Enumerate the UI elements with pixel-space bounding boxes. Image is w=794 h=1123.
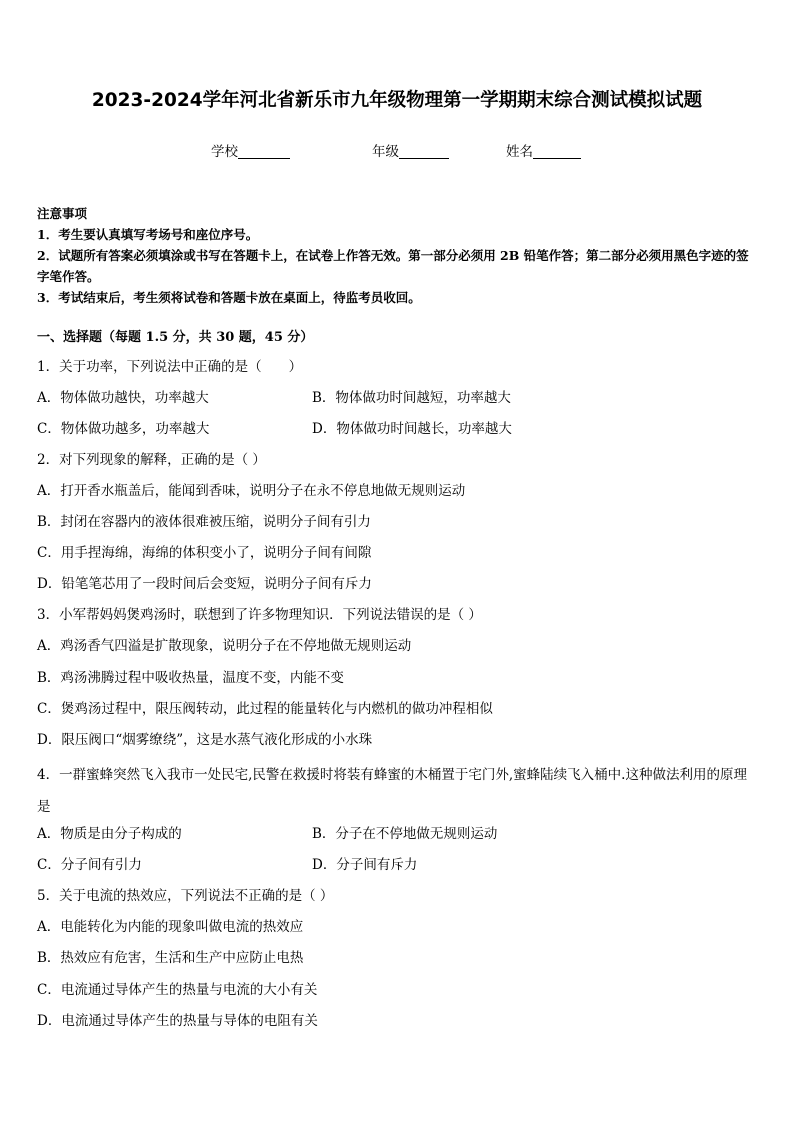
notes-item: 1．考生要认真填写考场号和座位序号。 [37, 227, 259, 242]
option-c: C．用手捏海绵，海绵的体积变小了，说明分子间有间隙 [37, 545, 372, 561]
question-stem: 1．关于功率，下列说法中正确的是（ ） [37, 359, 303, 375]
option-d: D．限压阀口“烟雾缭绕”，这是水蒸气液化形成的小水珠 [37, 732, 373, 748]
notes-item: 2．试题所有答案必须填涂或书写在答题卡上，在试卷上作答无效。第一部分必须用 2B 铅笔作答；第二部分必须用黑色字迹的签字笔作答。 [37, 248, 749, 284]
notes-block [37, 203, 759, 308]
option-a: A．物体做功越快，功率越大 [37, 390, 209, 406]
exam-title: 2023-2024学年河北省新乐市九年级物理第一学期期末综合测试模拟试题 [91, 90, 703, 111]
name-blank [533, 144, 581, 159]
option-c: C．分子间有引力 [37, 857, 142, 873]
option-d: D．铅笔笔芯用了一段时间后会变短，说明分子间有斥力 [37, 576, 372, 592]
question-stem: 3．小军帮妈妈煲鸡汤时，联想到了许多物理知识．下列说法错误的是（ ） [37, 607, 482, 623]
option-b: B．鸡汤沸腾过程中吸收热量，温度不变，内能不变 [37, 670, 344, 686]
option-a: A．打开香水瓶盖后，能闻到香味，说明分子在永不停息地做无规则运动 [37, 483, 466, 499]
option-d: D．物体做功时间越长，功率越大 [312, 421, 512, 437]
option-b: B．封闭在容器内的液体很难被压缩，说明分子间有引力 [37, 514, 371, 530]
option-d: D．电流通过导体产生的热量与导体的电阻有关 [37, 1013, 318, 1029]
option-a: A．物质是由分子构成的 [37, 826, 182, 842]
name-field [506, 140, 581, 160]
grade-blank [399, 144, 449, 159]
school-blank [238, 144, 290, 159]
question-stem: 4．一群蜜蜂突然飞入我市一处民宅,民警在救援时将装有蜂蜜的木桶置于宅门外,蜜蜂陆续飞入桶中.这种做法利用的原理是 [37, 767, 747, 815]
option-c: C．物体做功越多，功率越大 [37, 421, 210, 437]
school-label: 学校 [211, 144, 238, 160]
name-label: 姓名 [506, 144, 533, 160]
option-b: B．热效应有危害，生活和生产中应防止电热 [37, 950, 304, 966]
school-field [211, 140, 290, 160]
option-b: B．物体做功时间越短，功率越大 [312, 390, 511, 406]
grade-label: 年级 [372, 144, 399, 160]
option-d: D．分子间有斥力 [312, 857, 418, 873]
option-b: B．分子在不停地做无规则运动 [312, 826, 498, 842]
option-a: A．鸡汤香气四溢是扩散现象，说明分子在不停地做无规则运动 [37, 638, 412, 654]
section-heading: 一、选择题（每题 1.5 分，共 30 题，45 分） [37, 330, 314, 345]
notes-heading: 注意事项 [37, 206, 88, 221]
notes-item: 3．考试结束后，考生须将试卷和答题卡放在桌面上，待监考员收回。 [37, 290, 421, 305]
option-c: C．电流通过导体产生的热量与电流的大小有关 [37, 982, 318, 998]
grade-field [372, 140, 449, 160]
option-c: C．煲鸡汤过程中，限压阀转动，此过程的能量转化与内燃机的做功冲程相似 [37, 701, 493, 717]
question-stem: 5．关于电流的热效应，下列说法不正确的是（ ） [37, 888, 334, 904]
question-stem: 2．对下列现象的解释，正确的是（ ） [37, 452, 266, 468]
option-a: A．电能转化为内能的现象叫做电流的热效应 [37, 919, 304, 935]
